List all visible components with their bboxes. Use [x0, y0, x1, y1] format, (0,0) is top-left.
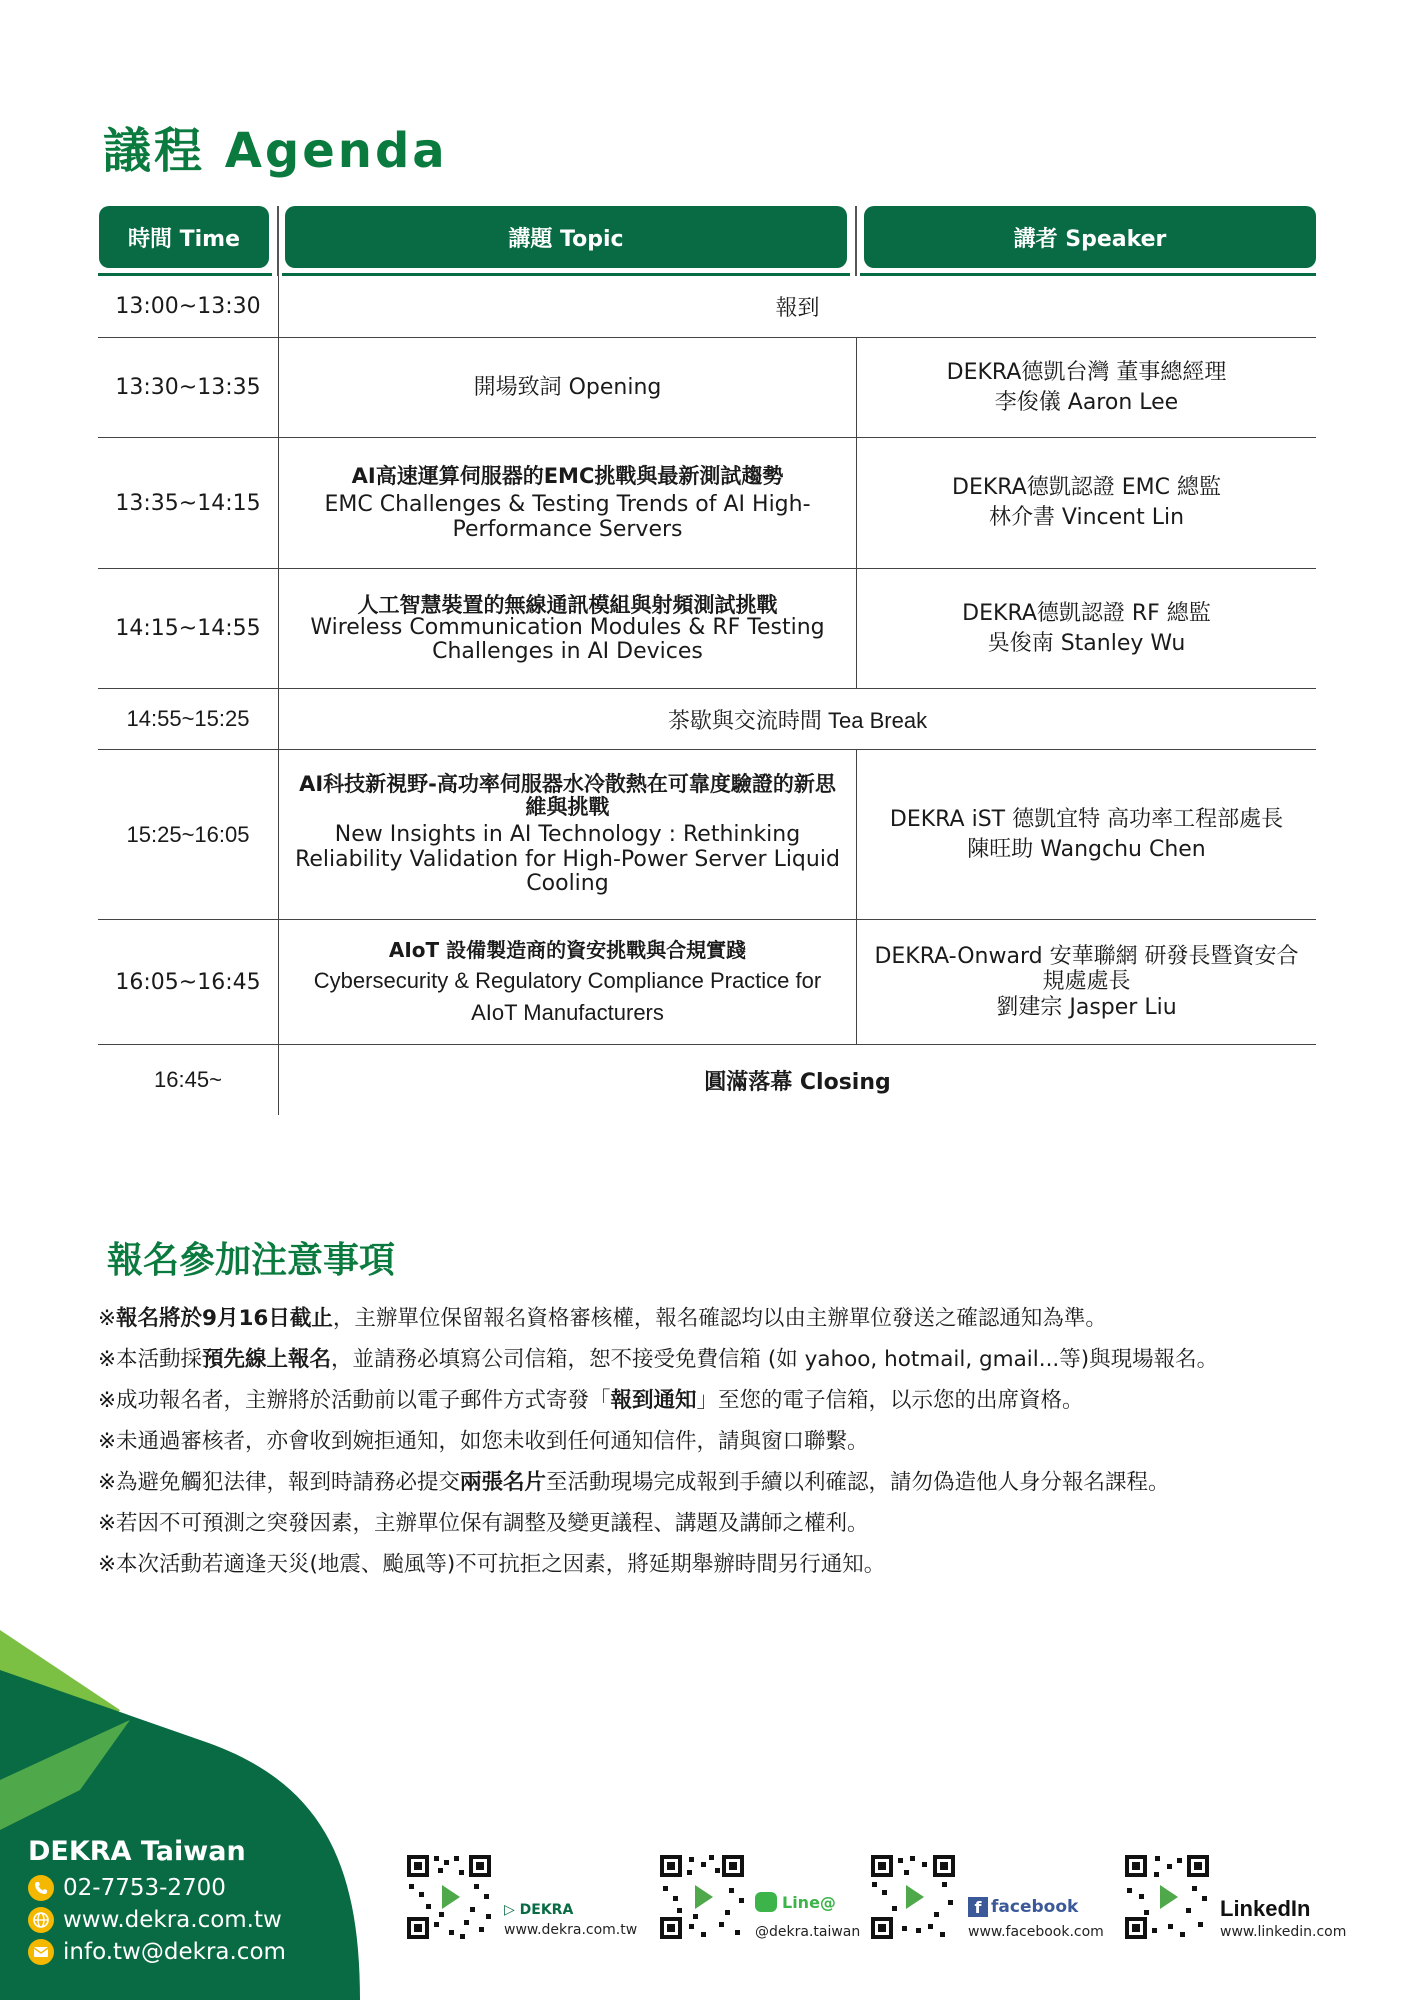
header-time: 時間 Time [99, 206, 269, 268]
line-logo: Line@ [755, 1892, 836, 1912]
qr-label: www.linkedin.com [1220, 1924, 1347, 1940]
note-text: ※成功報名者，主辦將於活動前以電子郵件方式寄發「 [98, 1388, 611, 1413]
speaker-name: 劉建宗 Jasper Liu [996, 994, 1177, 1020]
company-name: DEKRA Taiwan [28, 1836, 246, 1867]
header-speaker: 講者 Speaker [864, 206, 1316, 268]
qr-code-icon [868, 1852, 958, 1942]
mail-icon [28, 1939, 54, 1965]
row-topic: 報到 [278, 276, 1316, 337]
row-speaker [856, 920, 1316, 1044]
notes-list [98, 1298, 1328, 1585]
speaker-name: 林介書 Vincent Lin [988, 505, 1185, 530]
note-bold: 兩張名片 [460, 1470, 547, 1495]
note-bold: 報名將於9月16日截止 [116, 1306, 333, 1331]
contact-email[interactable] [28, 1939, 286, 1965]
linkedin-logo: LinkedIn [1220, 1896, 1311, 1921]
agenda-row [98, 689, 1316, 750]
facebook-logo: f facebook [968, 1897, 1078, 1917]
topic-zh: AI高速運算伺服器的EMC挑戰與最新測試趨勢 [351, 463, 784, 488]
agenda-row [98, 1045, 1316, 1115]
line-icon [755, 1892, 777, 1912]
speaker-title: DEKRA德凱認證 EMC 總監 [952, 475, 1221, 501]
topic-en: EMC Challenges & Testing Trends of AI High-Performance Servers [324, 491, 811, 543]
speaker-title: DEKRA iST 德凱宜特 高功率工程部處長 [889, 806, 1284, 832]
note-text: ，主辦單位保留報名資格審核權，報名確認均以由主辦單位發送之確認通知為準。 [332, 1306, 1107, 1331]
contact-phone[interactable] [28, 1875, 226, 1901]
note-text: ※本次活動若適逢天災(地震、颱風等)不可抗拒之因素，將延期舉辦時間另行通知。 [98, 1552, 886, 1577]
page-title: 議程 Agenda [103, 123, 448, 179]
note-text: ※本活動採 [98, 1347, 203, 1372]
qr-label: www.dekra.com.tw [504, 1922, 638, 1938]
notes-title: 報名參加注意事項 [107, 1240, 396, 1281]
row-topic: 茶歇與交流時間 Tea Break [278, 689, 1316, 749]
row-speaker [856, 569, 1316, 688]
topic-text: 開場致詞 Opening [473, 374, 662, 400]
topic-en: New Insights in AI Technology : Rethinking Reliability Validation for High-Power Server Liquid Cooling [295, 822, 840, 896]
header-topic: 講題 Topic [285, 206, 847, 268]
speaker-title: DEKRA-Onward 安華聯網 研發長暨資安合規處處長 [874, 944, 1299, 995]
speaker-name: 陳旺助 Wangchu Chen [967, 836, 1206, 862]
row-time: 14:15~14:55 [115, 616, 261, 641]
agenda-row [98, 569, 1316, 689]
agenda-row [98, 338, 1316, 438]
row-topic: 圓滿落幕 Closing [278, 1045, 1316, 1115]
phone-text: 02-7753-2700 [63, 1875, 226, 1901]
note-text: 」至您的電子信箱，以示您的出席資格。 [696, 1388, 1084, 1413]
speaker-name: 李俊儀 Aaron Lee [994, 389, 1179, 415]
note-item [98, 1544, 1328, 1585]
website-text: www.dekra.com.tw [63, 1907, 282, 1933]
topic-zh: AI科技新視野-高功率伺服器水冷散熱在可靠度驗證的新思維與挑戰 [299, 772, 836, 820]
row-time: 15:25~16:05 [126, 821, 250, 847]
note-item [98, 1380, 1328, 1421]
header-divider [277, 206, 279, 276]
topic-en: Wireless Communication Modules & RF Testing Challenges in AI Devices [310, 615, 825, 664]
row-topic [278, 750, 856, 919]
note-bold: 報到通知 [610, 1388, 697, 1413]
row-time: 13:35~14:15 [115, 490, 261, 516]
note-text: ※為避免觸犯法律，報到時請務必提交 [98, 1470, 461, 1495]
qr-label: @dekra.taiwan [755, 1924, 861, 1940]
row-topic [278, 438, 856, 568]
speaker-title: DEKRA德凱台灣 董事總經理 [946, 359, 1227, 385]
topic-en: Cybersecurity & Regulatory Compliance Practice for AIoT Manufacturers [313, 967, 822, 1025]
agenda-row [98, 276, 1316, 338]
row-topic [278, 338, 856, 437]
row-time: 16:05~16:45 [115, 969, 261, 995]
globe-icon [28, 1907, 54, 1933]
note-text: ※若因不可預測之突發因素，主辦單位保有調整及變更議程、講題及講師之權利。 [98, 1511, 869, 1536]
row-time: 16:45~ [154, 1067, 222, 1092]
header-divider [855, 206, 857, 276]
note-text: ，並請務必填寫公司信箱，恕不接受免費信箱 (如 yahoo, hotmail, gmail...等)與現場報名。 [331, 1347, 1219, 1372]
qr-label: www.facebook.com [968, 1924, 1104, 1940]
row-time: 14:55~15:25 [126, 706, 250, 731]
agenda-row [98, 920, 1316, 1045]
qr-code-icon [657, 1852, 747, 1942]
note-text: 至活動現場完成報到手續以利確認，請勿偽造他人身分報名課程。 [546, 1470, 1170, 1495]
topic-zh: AIoT 設備製造商的資安挑戰與合規實踐 [388, 937, 747, 962]
note-item [98, 1462, 1328, 1503]
agenda-row [98, 750, 1316, 920]
note-item [98, 1298, 1328, 1339]
speaker-name: 吳俊南 Stanley Wu [987, 630, 1186, 656]
qr-code-icon [1122, 1852, 1212, 1942]
phone-icon [28, 1875, 54, 1901]
row-topic [278, 920, 856, 1044]
row-speaker [856, 750, 1316, 919]
topic-zh: 人工智慧裝置的無線通訊模組與射頻測試挑戰 [357, 593, 778, 618]
note-item [98, 1339, 1328, 1380]
row-time: 13:30~13:35 [115, 375, 261, 400]
facebook-icon: f [968, 1897, 988, 1917]
note-bold: 預先線上報名 [202, 1347, 332, 1372]
row-topic [278, 569, 856, 688]
note-item [98, 1421, 1328, 1462]
row-time: 13:00~13:30 [115, 294, 261, 319]
speaker-title: DEKRA德凱認證 RF 總監 [962, 600, 1211, 626]
contact-website[interactable] [28, 1907, 282, 1933]
note-text: ※ [98, 1306, 117, 1331]
dekra-logo: ▷ DEKRA [504, 1902, 574, 1918]
qr-code-icon [404, 1852, 494, 1942]
email-text: info.tw@dekra.com [63, 1939, 286, 1965]
row-speaker [856, 338, 1316, 437]
agenda-row [98, 438, 1316, 569]
note-text: ※未通過審核者，亦會收到婉拒通知，如您未收到任何通知信件，請與窗口聯繫。 [98, 1429, 869, 1454]
row-speaker [856, 438, 1316, 568]
note-item [98, 1503, 1328, 1544]
